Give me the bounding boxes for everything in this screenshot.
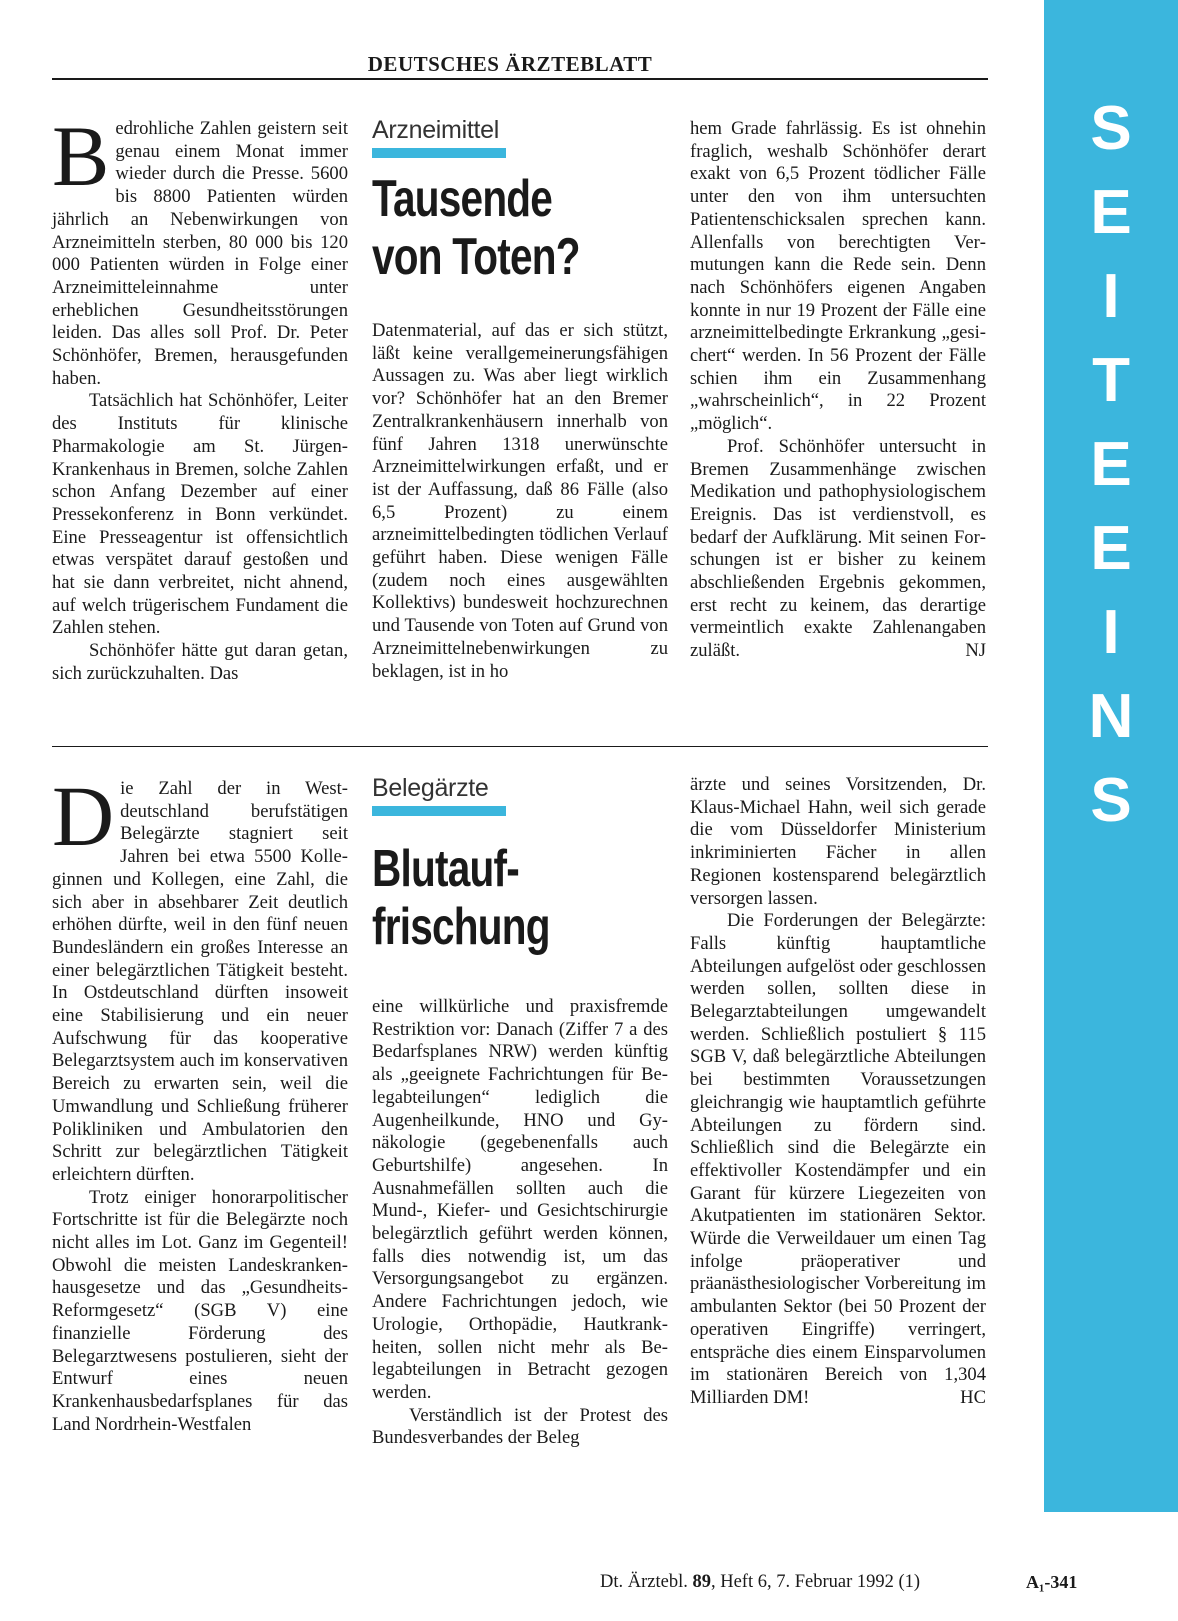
article2-paragraph (690, 910, 986, 1409)
article1-paragraph (690, 436, 986, 663)
sidebar-letter: S (1090, 766, 1132, 835)
article1-paragraph: Datenmaterial, auf das er sich stützt, läßt keine verallgemeinerungsfähigen Aussagen zu. Was aber liegt wirklich vor? Schönhöfer hat an den Bremer Zentralkrankenhäusern innerhalb von fünf Jahren 1318 unerwünschte Arzneimittelwirkungen erfaßt, und er ist der Auffassung, daß 86 Fälle (also 6,5 Prozent) zu einem arzneimittelbedingten tödlichen Verlauf geführt haben. Diese wenigen Fälle (zudem noch eines ausgewählten Kollektivs) bundesweit hochzurechnen und Tausende von Toten auf Grund von Arzneimittelnebenwirkungen zu beklagen, ist in ho (372, 320, 668, 682)
article1-headline (372, 170, 580, 286)
article1-headline-line2: von Toten? (372, 228, 580, 286)
article1-column2 (372, 320, 668, 683)
article2-headline-line2: frischung (372, 898, 550, 956)
article2-headline-line1: Blutauf- (372, 840, 519, 898)
sidebar-letter: E (1090, 430, 1132, 499)
article2-paragraph: ärzte und seines Vorsitzenden, Dr. Klaus-Michael Hahn, weil sich gerade die vom Düsseldorfer Ministerium inkriminierten Fächer in allen Regionen kostensparend belegärztlich versorgen lassen. (690, 774, 986, 909)
article2-kicker-bar (372, 806, 506, 816)
footer-journal: Dt. Ärztebl. (600, 1572, 688, 1592)
article2-paragraph: Trotz einiger honorarpolitischer Fortschritte ist für die Belegärzte noch nicht alles im Lot. Ganz im Gegenteil! Obwohl die meisten Landeskrankenhausgesetze und das „Gesundheits-Reformgesetz“ (SGB V) eine finanzielle Förderung des Belegarztwesens postulieren, sieht der Entwurf eines neuen Krankenhausbedarfsplanes für das Land Nordrhein-Westfalen (52, 1186, 348, 1435)
sidebar-letter: T (1092, 346, 1130, 415)
article2-headline (372, 840, 550, 956)
footer-issue: , Heft 6, 7. Februar 1992 (1) (710, 1572, 921, 1592)
sidebar-letter: I (1102, 262, 1120, 331)
article2-paragraph: Verständlich ist der Protest des Bundesverbandes der Beleg (372, 1404, 668, 1449)
article2-column3 (690, 774, 986, 1410)
article1-signature: NJ (965, 640, 986, 662)
article1-kicker: Arzneimittel (372, 116, 499, 144)
footer-volume: 89 (692, 1572, 711, 1592)
article2-paragraph: ie Zahl der in Westdeutschland berufstätigen Belegärzte stagniert seit Jahren bei etwa 5500 Kolleginnen und Kollegen, eine Zahl, die sich aber in absehbarer Zeit deutlich erhöhen dürfte, weil in den fünf neuen Bundesländern ein großes Interesse an einer belegärztlichen Tätigkeit besteht. In Ostdeutschland dürften insoweit eine Stabilisierung und ein neuer Aufschwung für das kooperative Belegarztsystem auch im konservativen Bereich zu erwarten sein, weil die Umwandlung und Schließung früherer Polikliniken und Ambulatorien den Schritt zur belegärztlichen Tätigkeit erleichtern dürften. (52, 778, 348, 1185)
article1-paragraph: Tatsächlich hat Schönhöfer, Leiter des Instituts für klinische Pharmakologie am St. Jürgen-Krankenhaus in Bremen, solche Zahlen schon Anfang Dezember auf einer Pressekonferenz in Bonn verkündet. Eine Presseagentur ist offensichtlich etwas verspätet darauf gestoßen und hat sie dann verbreitet, nicht ahnend, auf welch trügerischem Fundament die Zahlen stehen. (52, 390, 348, 639)
article1-headline-line1: Tausende (372, 170, 553, 228)
sidebar-letter: N (1088, 682, 1134, 751)
article1-paragraph: Schönhöfer hätte gut daran getan, sich zurückzuhalten. Das (52, 640, 348, 684)
article2-kicker: Belegärzte (372, 774, 489, 802)
sidebar-seite-eins (1044, 0, 1178, 1512)
article1-column1 (52, 108, 348, 686)
article1-dropcap: B (52, 108, 110, 204)
masthead-rule (52, 78, 988, 80)
section-divider (52, 746, 988, 747)
article2-signature: HC (960, 1386, 986, 1408)
sidebar-letter: E (1090, 178, 1132, 247)
masthead: DEUTSCHES ÄRZTEBLATT (367, 52, 653, 76)
sidebar-letter: I (1102, 598, 1120, 667)
sidebar-letter: S (1090, 94, 1132, 163)
article2-column1 (52, 768, 348, 1436)
article1-paragraph: edrohliche Zahlen geistern seit genau einem Monat immer wieder durch die Presse. 5600 bis 8800 Patienten würden jährlich an Nebenwirkungen von Arzneimitteln sterben, 80 000 bis 120 000 Patienten würden in Folge einer Arzneimitteleinnahme unter erheblichen Gesundheitsstörungen leiden. Das alles soll Prof. Dr. Peter Schönhöfer, Bremen, herausgefunden haben. (52, 118, 348, 389)
sidebar-letter: E (1090, 514, 1132, 583)
footer-citation (600, 1572, 1080, 1593)
article1-paragraph: hem Grade fahrlässig. Es ist ohnehin fraglich, weshalb Schönhöfer derart exakt von 6,5 Prozent tödlicher Fälle unter den von ihm untersuchten Patientenschicksalen sprechen kann. Allenfalls von berechtigten Vermutungen kann die Rede sein. Denn nach Schönhöfers eigenen Angaben konnte in nur 19 Prozent der Fälle eine arzneimittelbedingte Erkrankung „gesichert“ werden. In 56 Prozent der Fälle schien ihm ein Zusammenhang „wahrscheinlich“, in 22 Prozent „möglich“. (690, 118, 986, 435)
article1-kicker-bar (372, 148, 506, 158)
article2-column2 (372, 996, 668, 1450)
article2-paragraph-text: Die Forderungen der Belegärzte: Falls künftig hauptamtliche Abteilungen aufgelöst oder geschlossen werden sollen, sollten diese in Belegarztabteilungen umgewandelt werden. Schließlich postuliert § 115 SGB V, daß belegärztliche Abteilungen bei bestimmten Voraussetzungen gleichrangig wie hauptamtlich geführte Abteilungen zu fördern sind. Schließlich sind die Belegärzte ein effektivoller Kostendämpfer und ein Garant für kürzere Liegezeiten von Akutpatienten im stationären Sektor. Würde die Verweildauer um einen Tag infolge präoperativer und präanästhesiologischer Vorbereitung im ambulanten Sektor (bei 50 Prozent der operativen Eingriffe) verringert, entspräche dies einem Einsparvolumen im stationären Bereich von 1,304 Milliarden DM! (690, 910, 986, 1408)
article2-paragraph: eine willkürliche und praxisfremde Restriktion vor: Danach (Ziffer 7 a des Bedarfsplanes NRW) werden künftig als „geeignete Fachrichtungen für Belegabteilungen“ lediglich die Augenheilkunde, HNO und Gynäkologie (gegebenenfalls auch Geburtshilfe) angesehen. In Ausnahmefällen sollten auch die Mund-, Kiefer- und Gesichtschirurgie belegärztlich geführt werden können, falls dies notwendig ist, um das Versorgungsangebot zu ergänzen. Andere Fachrichtungen jedoch, wie Urologie, Orthopädie, Hautkrankheiten, sollen nicht mehr als Belegabteilungen in Betracht gezogen werden. (372, 996, 668, 1403)
article1-column3 (690, 118, 986, 663)
article1-paragraph-text: Prof. Schönhöfer untersucht in Bremen Zusammenhänge zwischen Medikation und pathophysiologischem Ereignis. Das ist verdienstvoll, es bedarf der Aufklärung. Mit seinen Forschungen ist er bisher zu keinem abschließenden Ergebnis gekommen, erst recht zu keinem, das derartige vermeintlich exakte Zahlenangaben zuläßt. (690, 435, 986, 662)
article2-dropcap: D (52, 768, 115, 864)
page-number: A₁-341 (1026, 1572, 1078, 1592)
